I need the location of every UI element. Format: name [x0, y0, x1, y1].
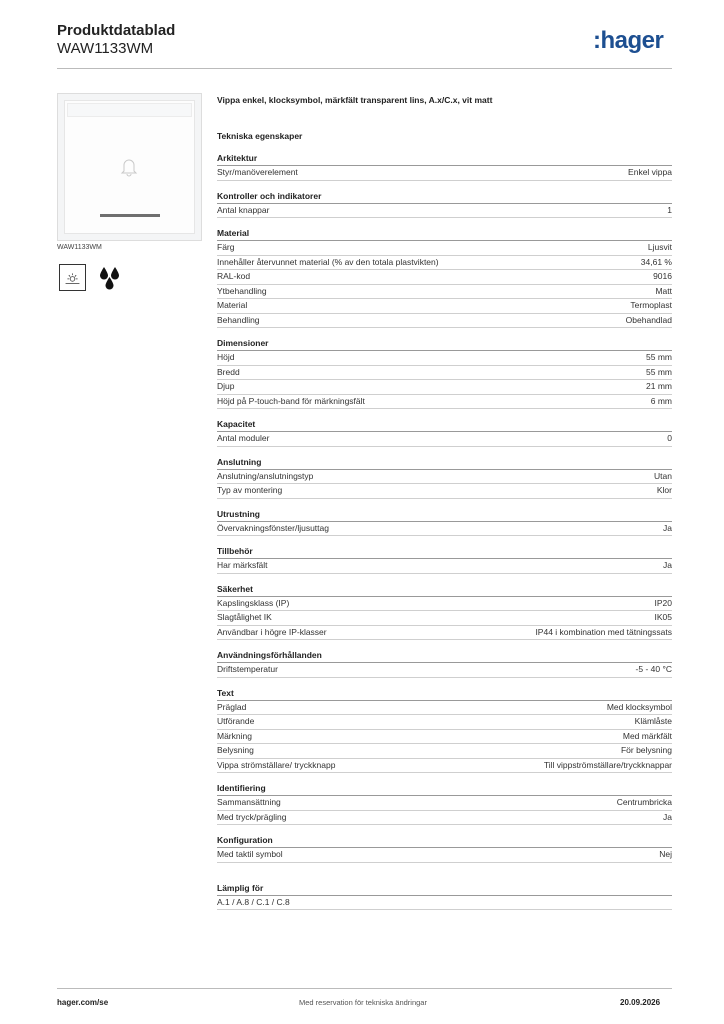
rocker-bar [100, 214, 160, 217]
spec-label: Anslutning/anslutningstyp [217, 470, 314, 481]
spec-section [217, 509, 672, 537]
suitable-section [217, 883, 672, 911]
spec-label: Märkning [217, 730, 252, 741]
image-caption: WAW1133WM [57, 244, 102, 251]
header-divider [57, 68, 672, 69]
spec-value: Ja [663, 560, 672, 570]
spec-sections [217, 153, 672, 863]
spec-label: Färg [217, 242, 235, 252]
spec-row [217, 715, 672, 730]
spec-row [217, 299, 672, 314]
spec-row [217, 848, 672, 863]
spec-value: 6 mm [650, 395, 672, 406]
spec-section [217, 153, 672, 181]
label-lens [67, 103, 192, 117]
section-heading: Identifiering [217, 783, 672, 796]
spec-value: Centrumbricka [616, 797, 672, 807]
spec-row [217, 351, 672, 366]
spec-label: Slagtålighet IK [217, 612, 272, 622]
section-heading: Säkerhet [217, 584, 672, 597]
spec-label: Utförande [217, 716, 255, 726]
spec-label: Innehåller återvunnet material (% av den totala plastvikten) [217, 256, 439, 267]
section-heading: Användningsförhållanden [217, 650, 672, 663]
footer-date: 20.09.2026 [620, 998, 661, 1007]
spec-label: Övervakningsfönster/ljusuttag [217, 522, 329, 533]
spec-row [217, 611, 672, 626]
spec-value: Ja [663, 811, 672, 822]
spec-value: IP44 i kombination med tätningssats [535, 626, 672, 637]
spec-label: Har märksfält [217, 560, 268, 570]
spec-row [217, 380, 672, 395]
spec-label: Med taktil symbol [217, 849, 283, 859]
spec-row [217, 204, 672, 219]
spec-row [217, 759, 672, 774]
spec-section [217, 783, 672, 825]
product-code: WAW1133WM [57, 40, 154, 57]
spec-value: Med klocksymbol [606, 701, 672, 712]
spec-row [217, 470, 672, 485]
spec-label: Bredd [217, 366, 240, 377]
spec-value: Klämlåste [634, 716, 672, 726]
spec-value: Utan [654, 470, 672, 481]
spec-label: Vippa strömställare/ tryckknapp [217, 759, 336, 770]
brand-logo: :hager [593, 27, 664, 54]
section-heading: Material [217, 228, 672, 241]
spec-row [217, 730, 672, 745]
spec-value: Matt [655, 285, 672, 296]
spec-value: Enkel vippa [628, 167, 672, 177]
spec-label: Höjd [217, 352, 235, 362]
spec-row [217, 270, 672, 285]
spec-row [217, 701, 672, 716]
spec-section [217, 228, 672, 328]
spec-value: -5 - 40 °C [635, 664, 672, 674]
spec-section [217, 835, 672, 863]
spec-section [217, 688, 672, 774]
spec-label: Med tryck/prägling [217, 811, 287, 822]
spec-value: 55 mm [646, 352, 672, 362]
section-heading: Konfiguration [217, 835, 672, 848]
footer-website: hager.com/se [57, 998, 109, 1007]
spec-value: Obehandlad [625, 314, 672, 325]
spec-label: Djup [217, 381, 235, 391]
spec-section [217, 457, 672, 499]
spec-value: Termoplast [630, 300, 672, 310]
spec-value: Klor [656, 485, 672, 495]
tech-heading: Tekniska egenskaper [217, 131, 303, 141]
footer-note: Med reservation för tekniska ändringar [299, 998, 427, 1007]
spec-row [217, 597, 672, 612]
spec-row [217, 626, 672, 641]
spec-label: Antal knappar [217, 204, 270, 215]
spec-label: Styr/manöverelement [217, 167, 298, 177]
spec-row [217, 796, 672, 811]
section-heading: Text [217, 688, 672, 701]
spec-label: Antal moduler [217, 433, 270, 443]
spec-row [217, 432, 672, 447]
spec-label: Sammansättning [217, 797, 281, 807]
section-heading: Utrustning [217, 509, 672, 522]
spec-row [217, 166, 672, 181]
section-heading: Kapacitet [217, 419, 672, 432]
spec-value: A.1 / A.8 / C.1 / C.8 [217, 896, 290, 907]
product-image [57, 93, 202, 241]
product-description: Vippa enkel, klocksymbol, märkfält transparent lins, A.x/C.x, vit matt [217, 95, 493, 105]
spec-section [217, 584, 672, 641]
page-title: Produktdatablad [57, 22, 176, 39]
spec-section [217, 546, 672, 574]
water-drops-icon [96, 264, 123, 291]
spec-label: Präglad [217, 701, 247, 712]
spec-label: Höjd på P-touch-band för märkningsfält [217, 395, 365, 406]
spec-label: Användbar i högre IP-klasser [217, 626, 327, 637]
section-heading: Kontroller och indikatorer [217, 191, 672, 204]
spec-section [217, 191, 672, 219]
spec-label: RAL-kod [217, 271, 251, 281]
specification-content [217, 95, 672, 920]
section-heading: Arkitektur [217, 153, 672, 166]
spec-value: 21 mm [646, 381, 672, 391]
spec-value: Ja [663, 522, 672, 533]
spec-value: IP20 [654, 597, 672, 608]
spec-row [217, 811, 672, 826]
bell-icon [120, 157, 138, 177]
spec-value: 55 mm [646, 366, 672, 377]
spec-row [217, 484, 672, 499]
spec-row [217, 559, 672, 574]
spec-value: Ljusvit [647, 242, 672, 252]
footer-divider [57, 988, 672, 989]
spec-value: Nej [659, 849, 672, 859]
spec-section [217, 419, 672, 447]
spec-section [217, 338, 672, 409]
spec-value: Med märkfält [622, 730, 672, 741]
spec-label: Typ av montering [217, 485, 283, 495]
spec-row [217, 366, 672, 381]
spec-row [217, 241, 672, 256]
spec-value: 9016 [653, 271, 672, 281]
spec-value: 1 [667, 204, 672, 215]
spec-value: 34,61 % [640, 256, 672, 267]
spec-row [217, 522, 672, 537]
spec-row [217, 256, 672, 271]
spec-section [217, 650, 672, 678]
section-heading: Lämplig för [217, 883, 672, 896]
spec-value: 0 [667, 433, 672, 443]
section-heading: Anslutning [217, 457, 672, 470]
spec-row [217, 896, 672, 911]
spec-row [217, 314, 672, 329]
section-heading: Dimensioner [217, 338, 672, 351]
spec-row [217, 744, 672, 759]
spec-row [217, 663, 672, 678]
spec-label: Belysning [217, 745, 254, 755]
spec-label: Driftstemperatur [217, 664, 278, 674]
spec-value: För belysning [620, 745, 672, 755]
spec-row [217, 395, 672, 410]
spec-label: Material [217, 300, 248, 310]
spec-label: Behandling [217, 314, 260, 325]
indoor-light-symbol-icon [59, 264, 86, 291]
spec-value: Till vippströmställare/tryckknappar [543, 759, 672, 770]
section-heading: Tillbehör [217, 546, 672, 559]
spec-row [217, 285, 672, 300]
spec-label: Ytbehandling [217, 285, 267, 296]
spec-value: IK05 [654, 612, 672, 622]
spec-label: Kapslingsklass (IP) [217, 597, 290, 608]
